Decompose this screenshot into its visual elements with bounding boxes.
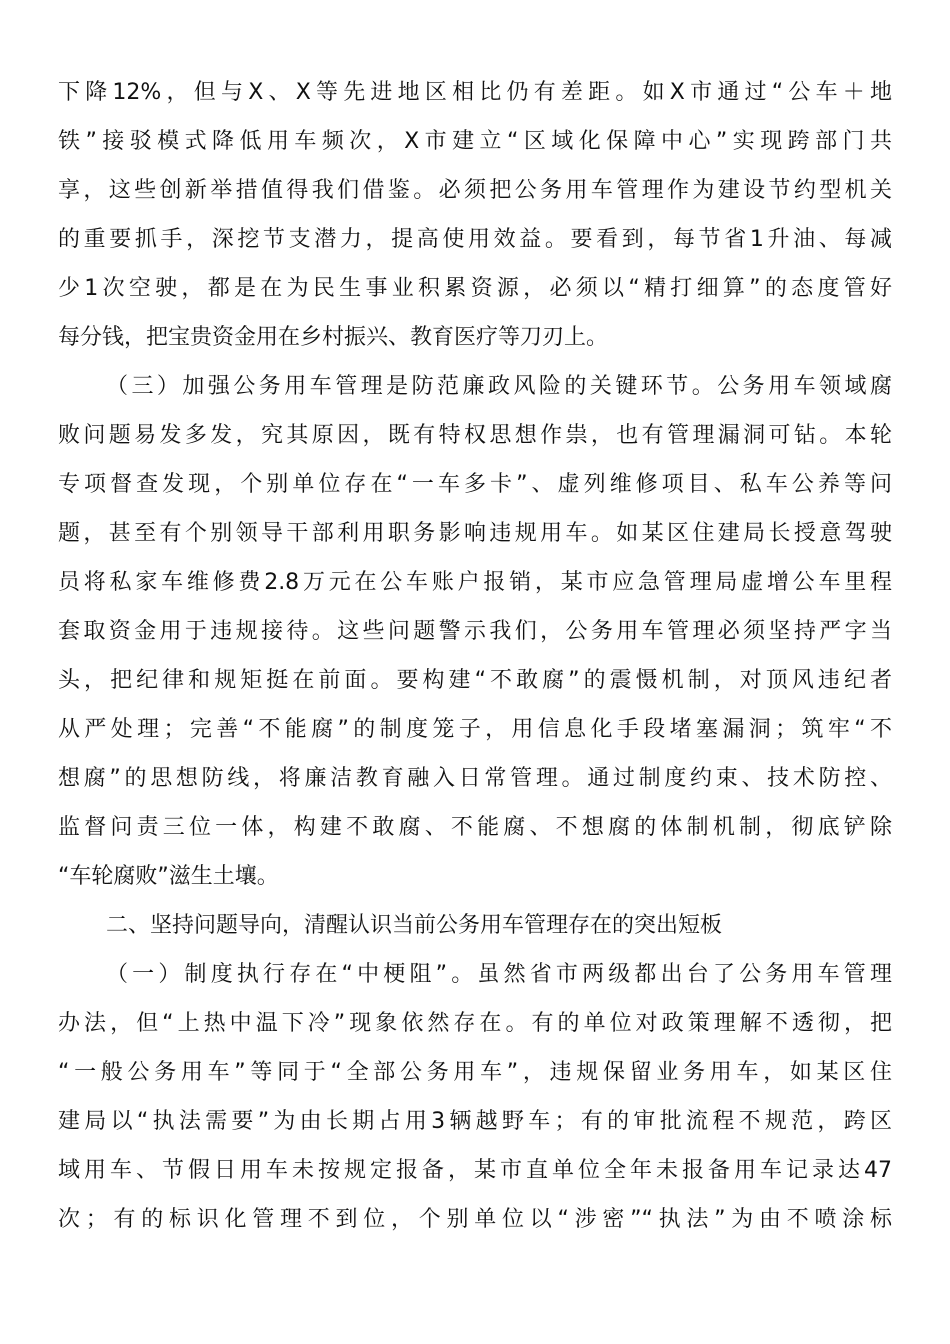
text-line: “车轮腐败”滋生土壤。: [58, 864, 279, 889]
text-line: 监督问责三位一体，构建不敢腐、不能腐、不想腐的体制机制，彻底铲除: [58, 815, 892, 840]
text-line: 下降12%，但与X、X等先进地区相比仍有差距。如X市通过“公车＋地: [58, 80, 892, 105]
text-line: 次；有的标识化管理不到位，个别单位以“涉密”“执法”为由不喷涂标: [58, 1207, 892, 1232]
text-line: （一）制度执行存在“中梗阻”。虽然省市两级都出台了公务用车管理: [106, 962, 892, 987]
text-line: 少1次空驶，都是在为民生事业积累资源，必须以“精打细算”的态度管好: [58, 276, 892, 301]
text-line: 享，这些创新举措值得我们借鉴。必须把公务用车管理作为建设节约型机关: [58, 178, 892, 203]
text-line: 套取资金用于违规接待。这些问题警示我们，公务用车管理必须坚持严字当: [58, 619, 892, 644]
text-line: 建局以“执法需要”为由长期占用3辆越野车；有的审批流程不规范，跨区: [58, 1109, 892, 1134]
document-body: [58, 68, 892, 1244]
paragraph-continuation: [58, 68, 892, 362]
text-line: 头，把纪律和规矩挺在前面。要构建“不敢腐”的震慑机制，对顶风违纪者: [58, 668, 892, 693]
text-line: 从严处理；完善“不能腐”的制度笼子，用信息化手段堵塞漏洞；筑牢“不: [58, 717, 892, 742]
text-line: 的重要抓手，深挖节支潜力，提高使用效益。要看到，每节省1升油、每减: [58, 227, 892, 252]
section-heading: 二、坚持问题导向，清醒认识当前公务用车管理存在的突出短板: [106, 913, 723, 938]
paragraph-institution-execution: [58, 950, 892, 1244]
text-line: 想腐”的思想防线，将廉洁教育融入日常管理。通过制度约束、技术防控、: [58, 766, 892, 791]
text-line: 专项督查发现，个别单位存在“一车多卡”、虚列维修项目、私车公养等问: [58, 472, 892, 497]
text-line: 铁”接驳模式降低用车频次，X市建立“区域化保障中心”实现跨部门共: [58, 129, 892, 154]
text-line: （三）加强公务用车管理是防范廉政风险的关键环节。公务用车领域腐: [106, 374, 892, 399]
text-line: “一般公务用车”等同于“全部公务用车”，违规保留业务用车，如某区住: [58, 1060, 892, 1085]
paragraph-anti-corruption: [58, 362, 892, 901]
text-line: 每分钱，把宝贵资金用在乡村振兴、教育医疗等刀刃上。: [58, 325, 609, 350]
text-line: 员将私家车维修费2.8万元在公车账户报销，某市应急管理局虚增公车里程: [58, 570, 892, 595]
text-line: 题，甚至有个别领导干部利用职务影响违规用车。如某区住建局长授意驾驶: [58, 521, 892, 546]
text-line: 败问题易发多发，究其原因，既有特权思想作祟，也有管理漏洞可钻。本轮: [58, 423, 892, 448]
text-line: 域用车、节假日用车未按规定报备，某市直单位全年未报备用车记录达47: [58, 1158, 892, 1183]
text-line: 办法，但“上热中温下冷”现象依然存在。有的单位对政策理解不透彻，把: [58, 1011, 892, 1036]
